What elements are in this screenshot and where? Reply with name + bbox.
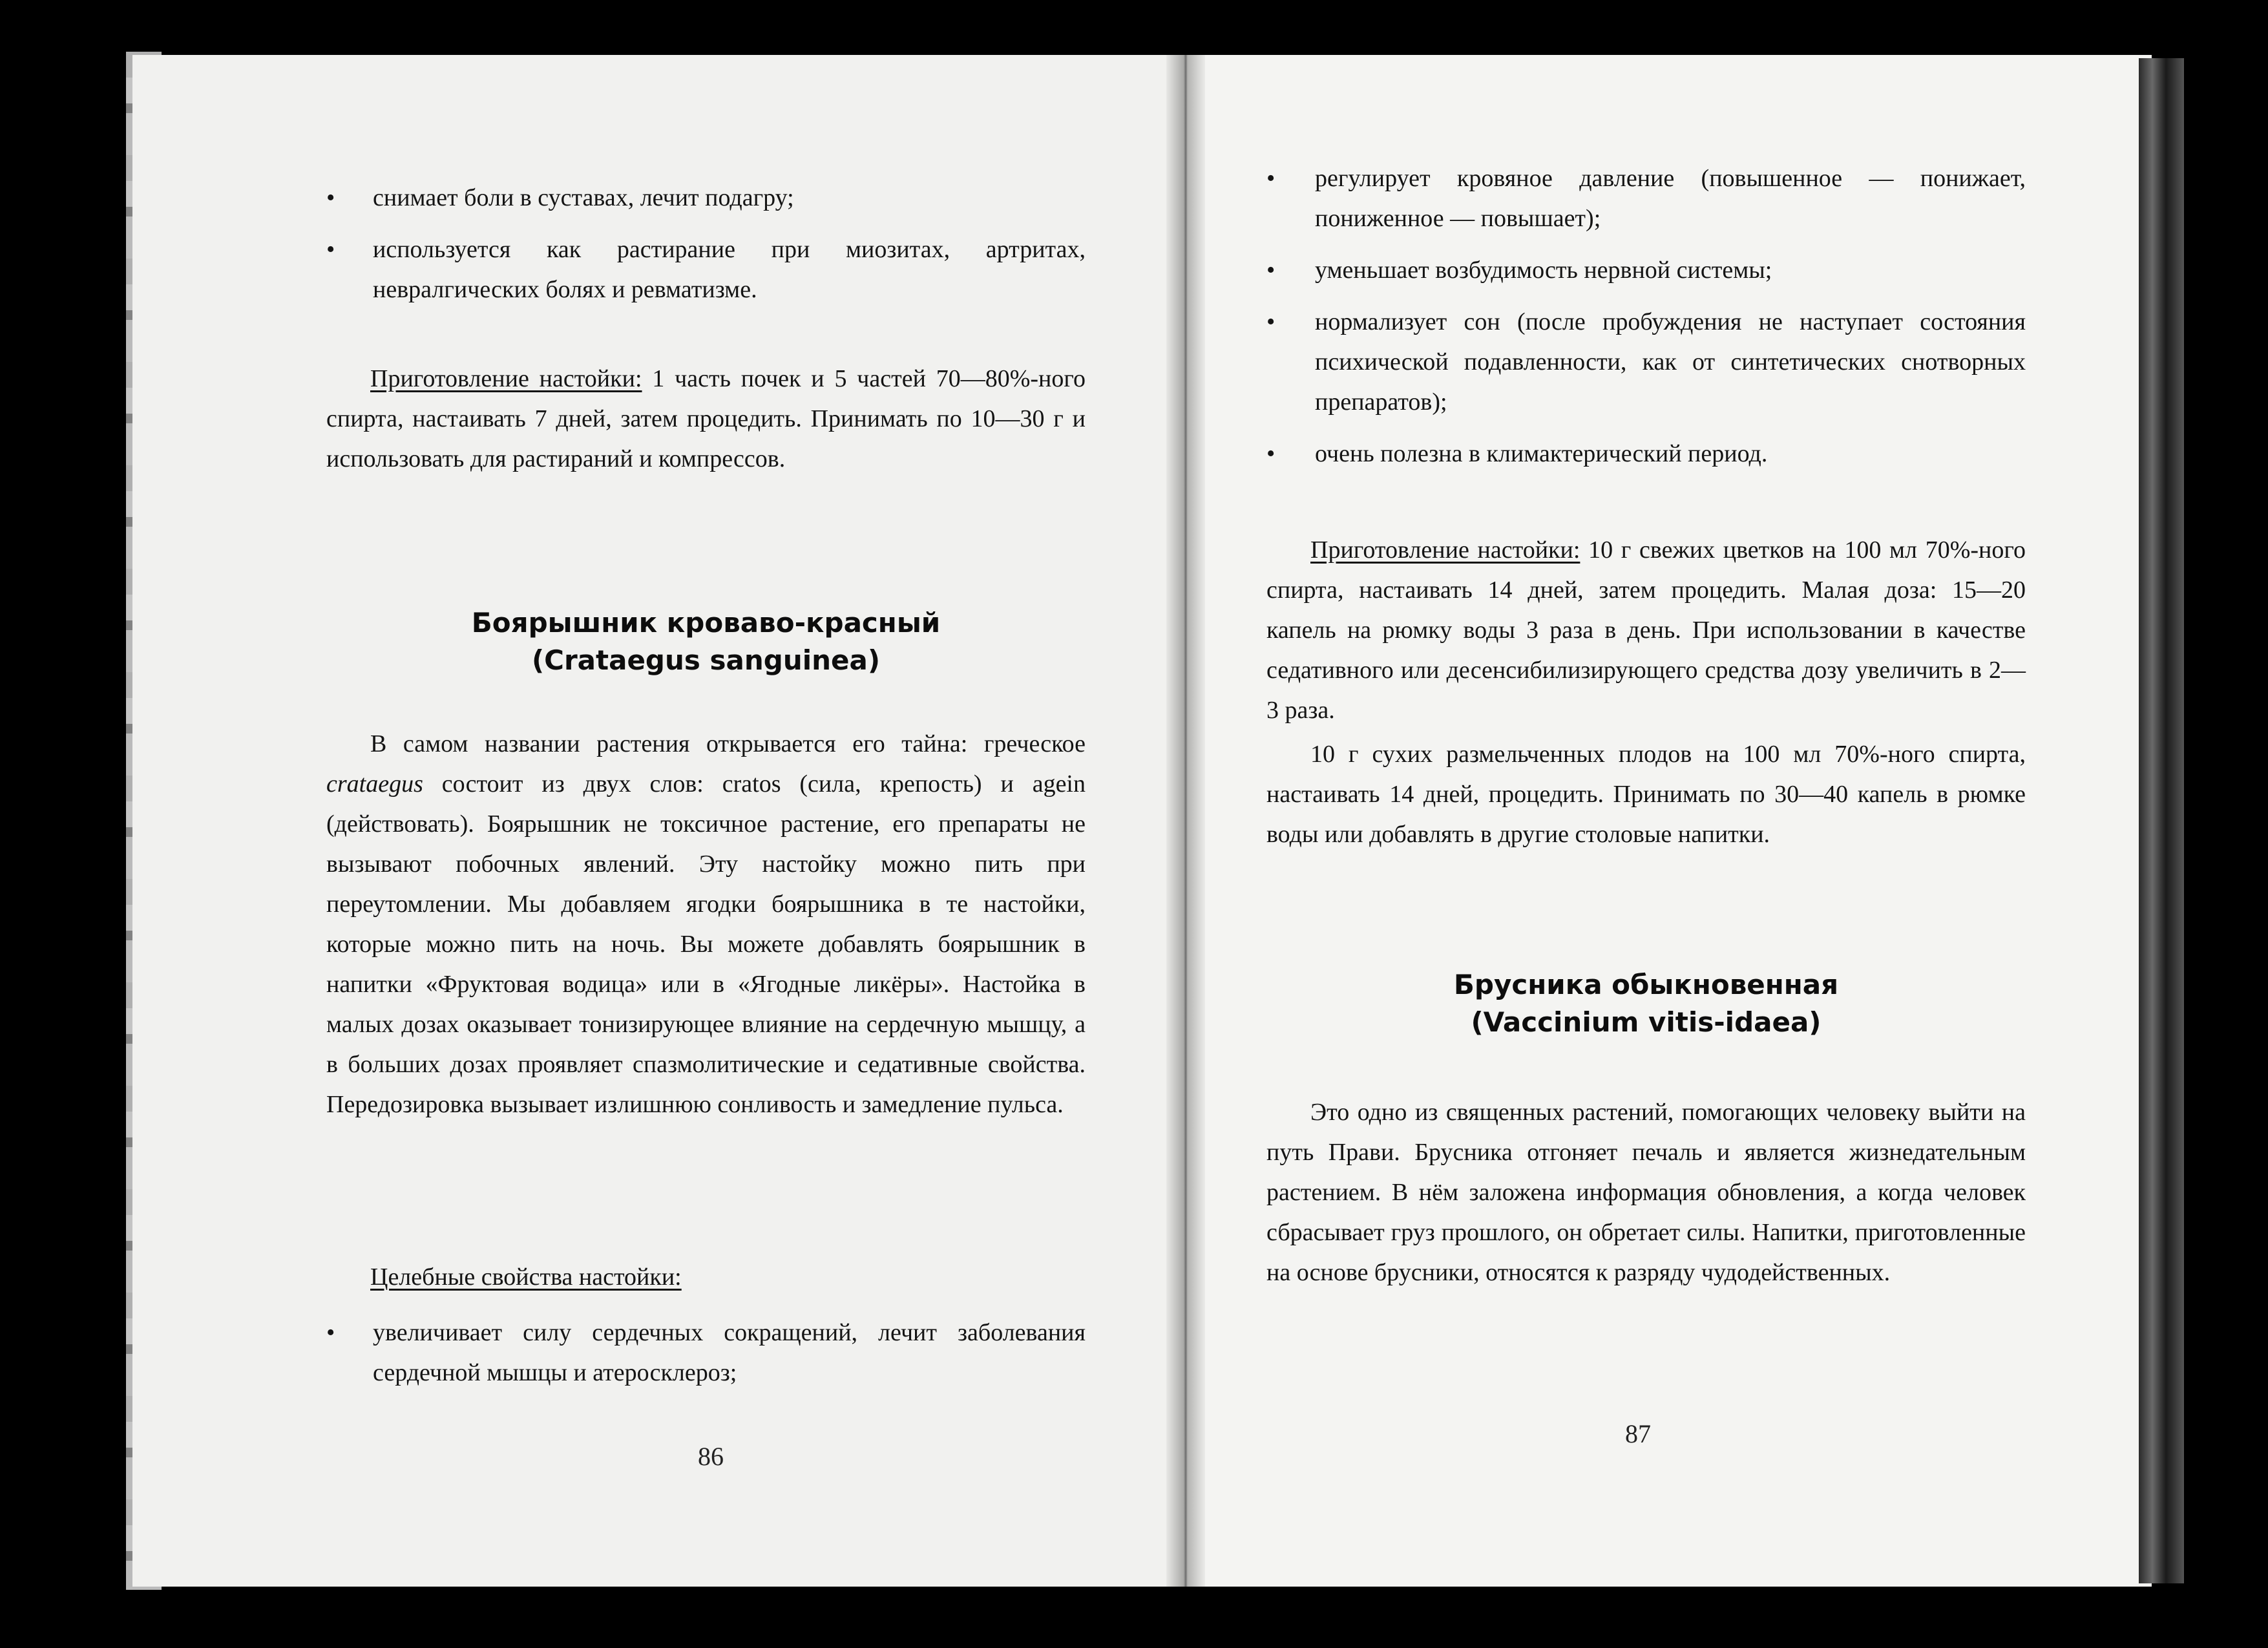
list-item: • очень полезна в климактерический период. (1266, 434, 2026, 474)
page-number: 86 (698, 1442, 724, 1471)
preparation-paragraph-2: 10 г сухих размельченных плодов на 100 мл 70%-ного спирта, настаивать 14 дней, процедить. Принимать по 30—40 капель в рюмке воды или добавлять в другие столовые напитки. (1266, 741, 2026, 848)
bullet-icon: • (1266, 165, 1276, 192)
section-heading: Брусника обыкновенная (Vaccinium vitis-idaea) (1453, 969, 1839, 1038)
preparation-paragraph: Приготовление настойки: 10 г свежих цветков на 100 мл 70%-ного спирта, настаивать 14 дней, затем процедить. Малая доза: 15—20 капель на рюмку воды 3 раза в день. При использовании в качестве седативного или десенсибилизирующего средства дозу увеличить в 2—3 раза. (1266, 536, 2026, 724)
left-body (326, 724, 1086, 1125)
right-preparation (1266, 530, 2026, 854)
bullet-icon: • (326, 184, 335, 211)
properties-label: Целебные свойства настойки: (370, 1263, 682, 1291)
bullet-icon: • (326, 1319, 335, 1346)
right-body (1266, 1092, 2026, 1293)
right-bullets (1266, 158, 2026, 485)
preparation-paragraph: Приготовление настойки: 1 часть почек и 5 частей 70—80%-ного спирта, настаивать 7 дней, затем процедить. Принимать по 10—30 г и использовать для растираний и компрессов. (326, 365, 1086, 472)
list-item: • нормализует сон (после пробуждения не наступает состояния психической подавленности, как от синтетических снотворных препаратов); (1266, 302, 2026, 422)
bullet-icon: • (1266, 308, 1276, 335)
bullet-icon: • (326, 236, 335, 263)
list-item: • регулирует кровяное давление (повышенное — понижает, пониженное — повышает); (1266, 158, 2026, 238)
body-paragraph: Это одно из священных растений, помогающих человеку выйти на путь Прави. Брусника отгоняет печаль и является жизнедательным растением. В нём заложена информация обновления, а когда человек сбрасывает груз прошлого, он обретает силы. Напитки, приготовленные на основе брусники, относятся к разряду чудодейственных. (1266, 1099, 2026, 1286)
left-preparation (326, 359, 1086, 479)
book-edge-right (2139, 58, 2184, 1583)
list-item: • увеличивает силу сердечных сокращений, лечит заболевания сердечной мышцы и атеросклероз; (326, 1313, 1086, 1393)
bullet-icon: • (1266, 440, 1276, 467)
left-bullets-top (326, 178, 1086, 321)
list-item: • уменьшает возбудимость нервной системы; (1266, 250, 2026, 290)
preparation-label: Приготовление настойки: (370, 365, 642, 392)
list-item: • используется как растирание при миозитах, артритах, невралгических болях и ревматизме. (326, 229, 1086, 310)
properties-label-line (326, 1257, 1086, 1297)
preparation-label: Приготовление настойки: (1310, 536, 1580, 564)
book-gutter (1166, 55, 1205, 1587)
list-item: • снимает боли в суставах, лечит подагру; (326, 178, 1086, 218)
left-properties (326, 1257, 1086, 1404)
section-heading: Боярышник кроваво-красный (Crataegus sanguinea) (471, 607, 941, 676)
body-paragraph: В самом названии растения открывается его тайна: греческое crataegus состоит из двух слов: cratos (сила, крепость) и agein (действовать). Боярышник не токсичное растение, его препараты не вызывают побочных явлений. Эту настойку можно пить при переутомлении. Мы добавляем ягодки боярышника в те настойки, которые можно пить на ночь. Вы можете добавлять боярышник в напитки «Фруктовая водица» или в «Ягодные ликёры». Настойка в малых дозах оказывает тонизирующее влияние на сердечную мышцу, а в больших дозах проявляет спазмолитические и седативные свойства. Передозировка вызывает излишнюю сонливость и замедление пульса. (326, 730, 1086, 1118)
bullet-icon: • (1266, 257, 1276, 284)
page-number: 87 (1625, 1419, 1651, 1448)
